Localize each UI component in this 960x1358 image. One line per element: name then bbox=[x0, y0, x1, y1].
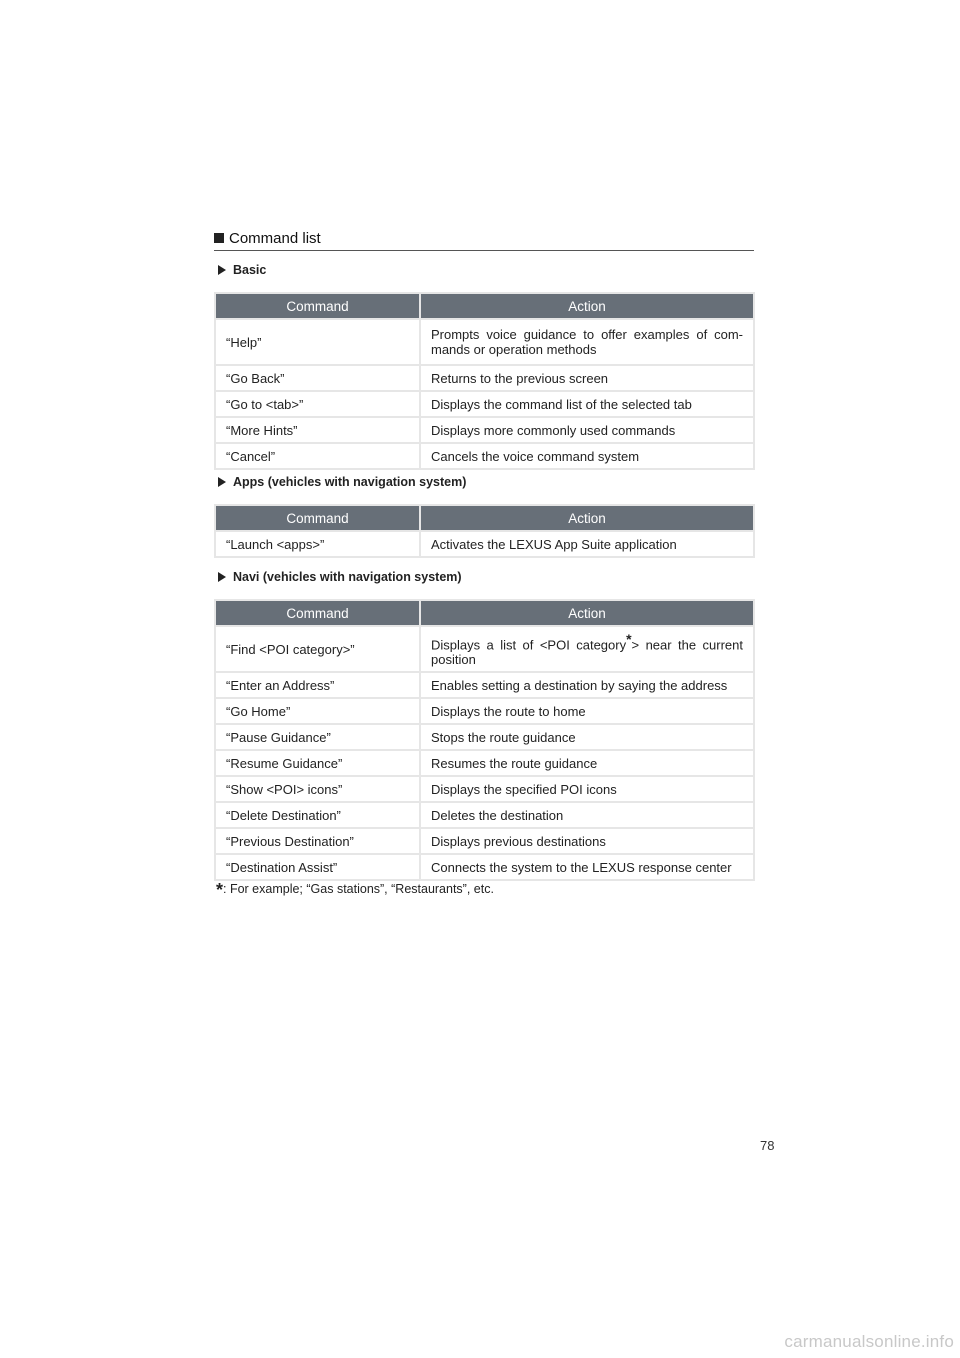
table-row bbox=[216, 725, 753, 749]
watermark: carmanualsonline.info bbox=[784, 1332, 954, 1351]
table-row bbox=[216, 673, 753, 697]
action-cell: Activates the LEXUS App Suite application bbox=[421, 532, 753, 556]
table-row bbox=[216, 855, 753, 879]
table-row bbox=[216, 366, 753, 390]
command-cell: “Launch <apps>” bbox=[216, 532, 419, 556]
command-cell: “Enter an Address” bbox=[216, 673, 419, 697]
table-row bbox=[216, 699, 753, 723]
command-cell: “Previous Destination” bbox=[216, 829, 419, 853]
apps-command-table bbox=[214, 504, 755, 558]
subsection-title: Navi (vehicles with navigation system) bbox=[233, 570, 462, 584]
action-cell: Displays more commonly used commands bbox=[421, 418, 753, 442]
footnote bbox=[216, 880, 494, 901]
command-cell: “Find <POI category>” bbox=[216, 627, 419, 671]
section-heading bbox=[214, 230, 754, 251]
action-cell: Connects the system to the LEXUS response center bbox=[421, 855, 753, 879]
action-text-start: Displays a list of <POI category bbox=[431, 637, 627, 653]
subsection-apps bbox=[218, 475, 466, 489]
table-row bbox=[216, 777, 753, 801]
command-cell: “Pause Guidance” bbox=[216, 725, 419, 749]
subsection-navi bbox=[218, 570, 462, 584]
table-row bbox=[216, 392, 753, 416]
table-row bbox=[216, 829, 753, 853]
action-cell: Displays the route to home bbox=[421, 699, 753, 723]
action-cell: Displays previous destinations bbox=[421, 829, 753, 853]
table-row bbox=[216, 532, 753, 556]
command-cell: “Go Back” bbox=[216, 366, 419, 390]
action-cell: Displays the specified POI icons bbox=[421, 777, 753, 801]
action-cell: Cancels the voice command system bbox=[421, 444, 753, 468]
action-cell: Resumes the route guidance bbox=[421, 751, 753, 775]
square-bullet-icon bbox=[214, 233, 224, 243]
table-row bbox=[216, 418, 753, 442]
command-cell: “Help” bbox=[216, 320, 419, 364]
action-cell bbox=[421, 627, 753, 671]
footnote-text: : For example; “Gas stations”, “Restaurants”, etc. bbox=[223, 882, 494, 896]
command-cell: “Destination Assist” bbox=[216, 855, 419, 879]
triangle-bullet-icon bbox=[218, 265, 226, 275]
command-cell: “More Hints” bbox=[216, 418, 419, 442]
subsection-title: Basic bbox=[233, 263, 267, 277]
action-column-header: Action bbox=[421, 506, 753, 530]
command-cell: “Cancel” bbox=[216, 444, 419, 468]
command-cell: “Delete Destination” bbox=[216, 803, 419, 827]
subsection-title: Apps (vehicles with navigation system) bbox=[233, 475, 467, 489]
command-column-header: Command bbox=[216, 294, 419, 318]
table-row bbox=[216, 320, 753, 364]
command-column-header: Command bbox=[216, 506, 419, 530]
section-heading-text: Command list bbox=[229, 230, 321, 247]
table-header-row bbox=[216, 601, 753, 625]
footnote-asterisk: * bbox=[216, 880, 224, 900]
page-number: 78 bbox=[760, 1138, 775, 1153]
navi-command-table bbox=[214, 599, 755, 881]
action-column-header: Action bbox=[421, 601, 753, 625]
action-column-header: Action bbox=[421, 294, 753, 318]
action-text-end: > near the current position bbox=[431, 637, 743, 668]
command-cell: “Show <POI> icons” bbox=[216, 777, 419, 801]
table-row bbox=[216, 751, 753, 775]
command-cell: “Go Home” bbox=[216, 699, 419, 723]
action-cell: Enables setting a destination by saying the address bbox=[421, 673, 753, 697]
action-cell: Deletes the destination bbox=[421, 803, 753, 827]
table-row bbox=[216, 444, 753, 468]
command-cell: “Resume Guidance” bbox=[216, 751, 419, 775]
triangle-bullet-icon bbox=[218, 572, 226, 582]
table-header-row bbox=[216, 506, 753, 530]
footnote-marker: * bbox=[626, 630, 632, 647]
subsection-basic bbox=[218, 263, 266, 277]
command-column-header: Command bbox=[216, 601, 419, 625]
table-header-row bbox=[216, 294, 753, 318]
table-row bbox=[216, 627, 753, 671]
table-row bbox=[216, 803, 753, 827]
action-cell: Prompts voice guidance to offer examples of com- mands or operation methods bbox=[421, 320, 753, 364]
basic-command-table bbox=[214, 292, 755, 470]
action-cell: Returns to the previous screen bbox=[421, 366, 753, 390]
action-cell: Stops the route guidance bbox=[421, 725, 753, 749]
command-cell: “Go to <tab>” bbox=[216, 392, 419, 416]
action-cell: Displays the command list of the selected tab bbox=[421, 392, 753, 416]
triangle-bullet-icon bbox=[218, 477, 226, 487]
